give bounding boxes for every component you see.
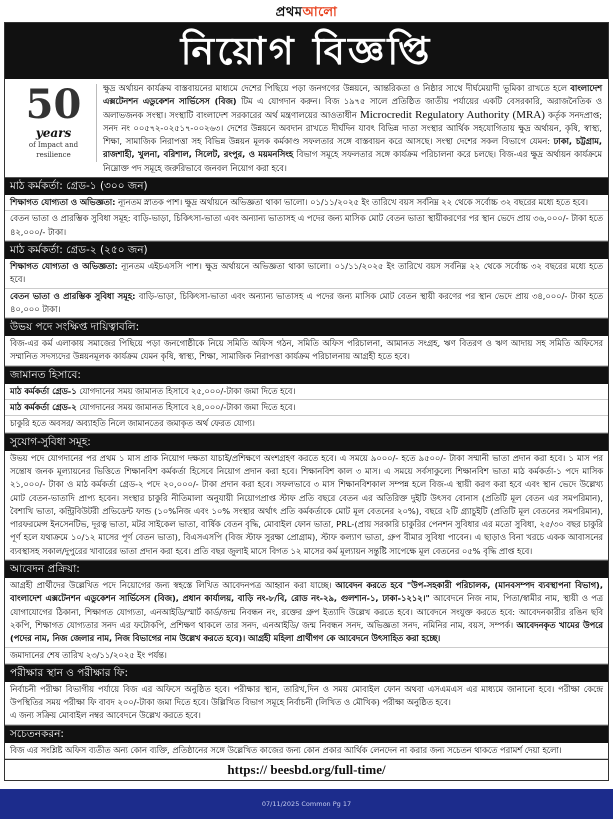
text: নির্বাচনী পরীক্ষা বিভাগীয় পর্যায়ে বিজ এর অফিসে অনুষ্ঠিত হবে। পরীক্ষার স্থান, তারিখ,দিন ও সময় মোবাইল ফোন অথবা এসএমএস এর মাধ্যমে জানানো হবে। পরীক্ষা কেন্দ্রে উপস্থিতির সময় পরীক্ষা ফি বাবদ ২০০/-টাকা জমা দিতে হবে। উল্লিখিত বিভাগ সমূহে নির্বাচনী (লিখিত ও মৌখিক) পরীক্ষা অনুষ্ঠিত হবে।: [10, 683, 603, 708]
intro-text: বিভাগ সমূহে সফলতার সঙ্গে কার্যক্রম পরিচালনা করে চলছে। বিজ-এর ক্ষুদ্র অর্থায়ন কার্যক্রমে নিম্নোক্ত পদ সমূহে জরুরিভাবে জনবল নিয়োগ করা হবে।: [103, 149, 602, 173]
text: আগ্রহী প্রার্থীদের উল্লেখিত পদে নিয়োগের জন্য স্বহস্তে লিখিত আবেদনপত্র আহ্বান করা যাচ্ছে।: [10, 580, 336, 591]
label: মাঠ কর্মকর্তা গ্রেড-১: [10, 385, 77, 396]
security-grade1: [5, 384, 608, 400]
logo-number: 50: [25, 84, 82, 128]
page-footer: 07/11/2025 Common Pg 17: [0, 789, 613, 819]
text: বাড়ি-ভাড়া, চিকিৎসা-ভাতা এবং অন্যান্য ভাতাসহ এ পদের জন্য মাসিক মোট বেতন ভাতা স্থায়ীকরণের পর স্থান ভেদে প্রায় ৩৬,০০০/- টাকা হতে ৪২,০০০/- টাকা।: [10, 213, 603, 237]
label: শিক্ষাগত যোগ্যতা ও অভিজ্ঞতা:: [10, 197, 116, 208]
intro-text: টিম এ যোগদান করুন। বিজ ১৯৭৫ সালে প্রতিষ্ঠিত জাতীয় পর্যায়ের একটি বেসরকারি, অরাজনৈতিক ও অলাভজনক সংস্থা। সংস্থাটি বাংলাদেশ সরকারের অর্থ মন্ত্রণালয়ের আওতাধীন: [103, 96, 602, 120]
apply-text: [5, 578, 608, 647]
newspaper-masthead: [0, 0, 613, 22]
security-refund: চাকুরি হতে অবসর/ অব্যাহতি নিলে জামানতের জমাকৃত অর্থ ফেরত যোগ্য।: [5, 416, 608, 432]
grade1-education: [5, 195, 608, 211]
advertisement: [4, 22, 609, 781]
envelope-note: আবেদনকৃত খামের উপরে (পদের নাম, নিজ জেলার নাম, নিজ বিভাগের নাম উল্লেখ করতে হবে)। আগ্রহী মহিলা প্রার্থীগণ কে আবেদনে উৎসাহিত করা হচ্ছে।: [10, 619, 603, 644]
benefits-text: উভয় পদে যোগদানের পর প্রথম ১ মাস প্রাক নিয়োগ দক্ষতা যাচাই/প্রশিক্ষণে অংশগ্রহণ করতে হবে। এ সময়ে ৯০০০/- হতে ৯৫০০/- টাকা সম্মানী ভাতা প্রদান করা হবে। ১ মাস পর সন্তোষ জনক মূল্যায়নের ভিত্তিতে শিক্ষানবিশ কর্মকর্তা হিসেবে নিয়োগ প্রদান করা হবে। শিক্ষানবিশ কাল ৩ মাস। এ সময়ে সর্বসাকুল্যে শিক্ষানবিশ ভাতা মাঠ কর্মকর্তা-১ পদে মাসিক ২১,০০০/- টাকা ও মাঠ কর্মকর্তা গ্রেড-২ পদে ২০,০০০/- টাকা প্রদান করা হবে। সফলভাবে ৩ মাস শিক্ষানবিশকাল সম্পন্ন হলে বিজ-এ স্থায়ী করণ করা হবে এবং স্থান ভেদে উল্লেখ্য মোট বেতন-ভাতাদি প্রাপ্য হবেন। সংস্থার চাকুরি নীতিমালা অনুযায়ী নিয়োগপ্রাপ্ত স্টাফ প্রতি বছরে বেতন এর অতিরিক্ত দুইটি উৎসব বোনাস (প্রতিটি মূল বেতন এর সমপরিমান), বৈশাখি ভাতা, কন্ট্রিবিউটরী প্রভিডেন্ট ফান্ড (১০%নিজ এবং ১০% সংস্থার অর্থাৎ প্রতি কর্মকর্তাকে মোট মূল বেতনের ২০%), বছরে ২টি গ্র্যাচুইটি (প্রতিটি মূল বেতনের সমপরিমান), পারফরমেন্স ইনসেনটিভ, দূরত্ব ভাতা, মটর সাইকেল ভাতা, বার্ষিক বেতন বৃদ্ধি, মোবাইল ফোন ভাতা, PRL-(প্রায় সরকারি চাকুরির পেনশন সুবিধার এর মতো সুবিধা, ২৫/৩০ বছর চাকুরি পূর্ণ হলে যথাক্রমে ১০/১২ মাসের পূর্ণ বেতন ভাতা), বিএসএসপি (বিজ স্টাফ সুরক্ষা প্রোগ্রাম), স্টাফ কল্যাণ ভাতা, গ্রুপ বীমার সুবিধা পাবেন। এ ছাড়াও বিনা খরচে একক আবাসনের ব্যবস্থাসহ সকাল/দুপুরের খাবারের ভাতা প্রদান করা হবে। প্রতি বছর জুলাই মাসে বিগত ১২ মাসের কর্ম মূল্যায়ন সন্তুষ্টি সাপেক্ষে মূল বেতনের ০৫% বৃদ্ধি প্রাপ্ত হবে।: [5, 451, 608, 560]
section-header-grade1: মাঠ কর্মকর্তা: গ্রেড-১ (৩০০ জন): [5, 177, 608, 195]
label: বেতন ভাতা ও প্রারম্ভিক সুবিধা সমূহ:: [10, 213, 131, 224]
text: যোগদানের সময় জামানত হিসাবে ২৫,০০০/-টাকা জমা দিতে হবে।: [76, 385, 296, 396]
label: মাঠ কর্মকর্তা গ্রেড-২: [10, 402, 77, 413]
section-header-apply: আবেদন প্রক্রিয়া:: [5, 560, 608, 578]
text: ন্যূনতম স্নাতক পাশ। ক্ষুদ্র অর্থায়নে অভিজ্ঞতা থাকা ভালো। ০১/১১/২০২৫ ইং তারিখে বয়স সর্বনিম্ন ২২ থেকে সর্বোচ্চ ৩২ বছরের মধ্যে হতে হবে।: [115, 197, 588, 208]
text: এ জন্য সক্রিয় মোবাইল নম্বর আবেদনে উল্লেখ করতে হবে।: [10, 710, 201, 721]
security-grade2: [5, 400, 608, 416]
grade1-salary: [5, 211, 608, 241]
section-header-benefits: সুযোগ-সুবিধা সমূহ:: [5, 433, 608, 451]
label: শিক্ষাগত যোগ্যতা ও অভিজ্ঞতা:: [10, 260, 118, 271]
intro-text: কর্তৃক সনদপ্রাপ্ত; সনদ নং ০০৫৭২-০২৫১৭-০০২৬৩। দেশের উন্নয়নে অবদান রাখতে দীর্ঘদিন যাবৎ বিভিন্ন দাতা সংস্থার আর্থিক সহযোগিতায় ক্ষুদ্র অর্থায়ন, কৃষি, স্বাস্থ্য, শিক্ষা, সামাজিক নিরাপত্তা সহ বিভিন্ন উন্নয়ন মূলক কর্মকাণ্ড সফলতার সঙ্গে বাস্তবায়ন করে আসছে। সংস্থা দেশের সকল বিভাগে যেমন:: [103, 109, 602, 147]
caution-text: বিজ এর সংশ্লিষ্ট অফিস ব্যতীত অন্য কোন ব্যক্তি, প্রতিষ্ঠানের সঙ্গে উল্লেখিত কাজের জন্য কোন প্রকার আর্থিক লেনদেন না করার জন্য সচেতন থাকতে পরামর্শ দেয়া হলো।: [5, 743, 608, 759]
apply-deadline: জমাদানের শেষ তারিখ ২৩/১১/২০২৫ ইং পর্যন্ত।: [5, 648, 608, 664]
divisions-list: ঢাকা, চট্টগ্রাম, রাজশাহী, খুলনা, বরিশাল, সিলেট, রংপুর, ও ময়মনসিংহ: [103, 136, 602, 160]
website-link[interactable]: https:// beesbd.org/full-time/: [5, 759, 608, 780]
section-header-caution: সচেতনকরন:: [5, 725, 608, 743]
section-header-grade2: মাঠ কর্মকর্তা: গ্রেড-২ (২৫০ জন): [5, 241, 608, 259]
masthead-right: আলো: [302, 5, 338, 20]
bees-50-years-logo: [11, 84, 97, 162]
intro-paragraph: [5, 79, 608, 177]
section-header-duties: উভয় পদে সংক্ষিপ্ত দায়িত্বাবলি:: [5, 318, 608, 336]
ad-title: নিয়োগ বিজ্ঞপ্তি: [5, 23, 608, 79]
section-header-security: জামানত হিসাবে:: [5, 366, 608, 384]
label: বেতন ভাতা ও প্রারম্ভিক সুবিধা সমূহ:: [10, 290, 136, 301]
masthead-left: প্রথম: [275, 5, 303, 20]
mra-name: Microcredit Regulatory Authority (MRA): [359, 108, 545, 121]
exam-text: [5, 682, 608, 725]
org-name: বাংলাদেশ এক্সটেনশন এডুকেশন সার্ভিসেস (বিজ): [103, 83, 602, 107]
intro-text: ক্ষুদ্র অর্থায়ন কার্যক্রম বাস্তবায়নের মাধ্যমে দেশের পিছিয়ে পড়া জনগণের উন্নয়নে, আন্তরিকতা ও নিষ্ঠার সাথে দীর্ঘমেয়াদী ভূমিকা রাখতে হলে: [103, 83, 571, 93]
grade2-salary: [5, 289, 608, 319]
text: যোগদানের সময় জামানত হিসাবে ২৪,০০০/-টাকা জমা দিতে হবে।: [76, 402, 296, 413]
text: আবেদনে নিজ নাম, পিতা/স্বামীর নাম, স্থায়ী ও পত্র যোগাযোগের ঠিকানা, শিক্ষাগত যোগ্যতা, এনআইডি/স্মার্ট কার্ড/জন্ম নিবন্ধন নং, রক্তের গ্রুপ ইত্যাদি উল্লেখ করতে হবে। আবেদনে সংযুক্ত করতে হবে: আবেদনকারীর রঙিন ছবি ২কপি, শিক্ষাগত যোগ্যতার সনদ এর ফটোকপি, প্রশিক্ষণ থাকলে তার সনদ, এনআইডি/ জন্ম নিবন্ধন সনদ, অভিজ্ঞতা সনদ, নমিনির নাম, বয়স, সম্পর্ক।: [10, 593, 603, 630]
grade2-education: [5, 259, 608, 289]
duties-text: বিজ-এর কর্ম এলাকায় সমাজের পিছিয়ে পড়া জনগোষ্ঠীকে নিয়ে সমিতি অফিস গঠন, সমিতি অফিস পরিচালনা, আমানত সংগ্রহ, ঋণ বিতরণ ও ঋণ আদায় সহ সমিতি অফিসের সম্মানিত সদস্যদের উন্নয়নমূলক কার্যক্রম যেমন কৃষি, স্বাস্থ্য, শিক্ষা, সামাজিক নিরাপত্তা কার্যক্রম পরিচালনায় আগ্রহী হতে হবে।: [5, 336, 608, 366]
logo-tagline: of Impact and resilience: [28, 141, 79, 159]
logo-years: years: [35, 126, 72, 140]
section-header-exam: পরীক্ষার স্থান ও পরীক্ষার ফি:: [5, 664, 608, 682]
text: ন্যূনতম এইচএসসি পাশ। ক্ষুদ্র অর্থায়নে অভিজ্ঞতা থাকা ভালো। ০১/১১/২০২৫ ইং তারিখে বয়স সর্বনিম্ন ২২ থেকে সর্বোচ্চ ৩২ বছরের মধ্যে হতে হবে।: [10, 260, 603, 285]
advertisement-content: [5, 23, 608, 759]
text: বাড়ি-ভাড়া, চিকিৎসা-ভাতা এবং অন্যান্য ভাতাসহ এ পদের জন্য মাসিক মোট বেতন স্থায়ী করণের পর স্থান ভেদে প্রায় ৩৪,০০০/- টাকা হতে ৪০,০০০ টাকা।: [10, 290, 604, 314]
apply-address: আবেদন করতে হবে "উপ-সহকারী পরিচালক, (মানবসম্পদ ব্যবস্থাপনা বিভাগ), বাংলাদেশ এক্সটেনশন এডুকেশন সার্ভিসেস (বিজ), প্রধান কার্যালয়, বাড়ি নং-৮/বি, রোড নং-২৯, গুলশান-১, ঢাকা-১২১২।": [10, 580, 603, 604]
